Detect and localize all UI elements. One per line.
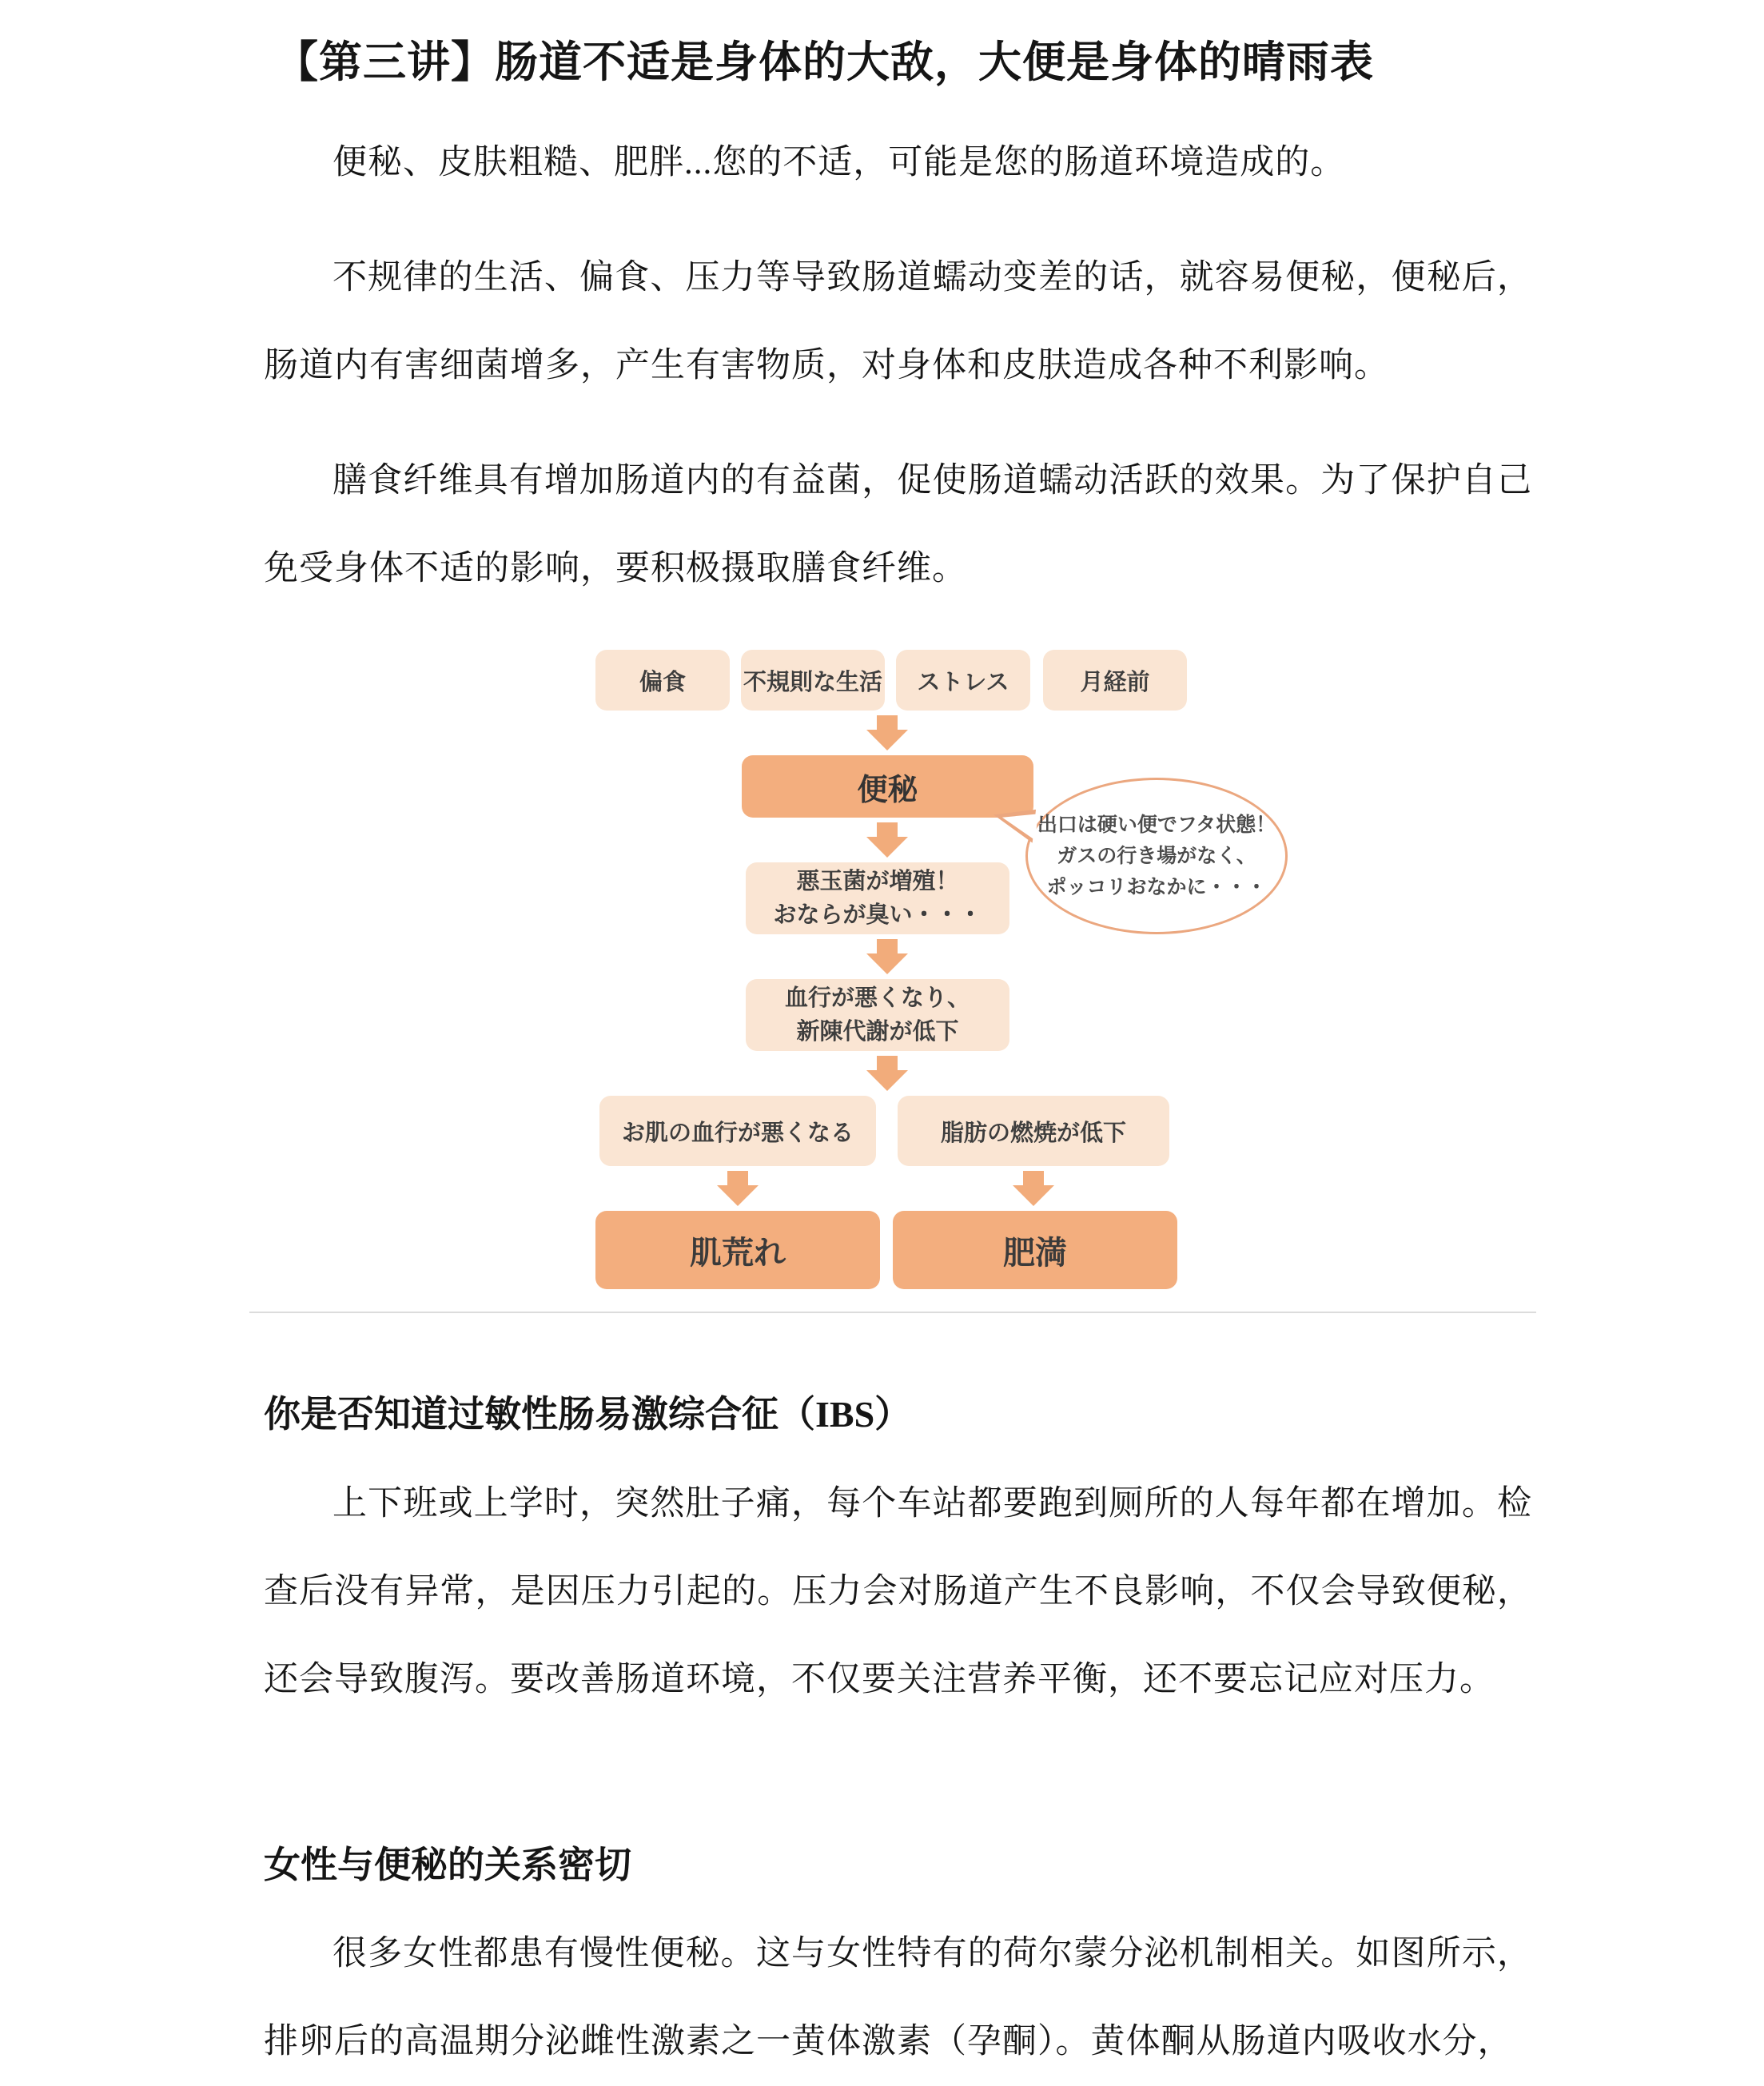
speech-bubble	[1025, 778, 1288, 934]
women-paragraph: 很多女性都患有慢性便秘。这与女性特有的荷尔蒙分泌机制相关。如图所示，排卵后的高温期分泌雌性激素之一黄体激素（孕酮）。黄体酮从肠道内吸收水分，	[264, 1935, 1532, 2061]
arrow-head	[866, 953, 908, 974]
down-arrow-icon	[866, 715, 908, 750]
ibs-section-heading: 你是否知道过敏性肠易激综合征（IBS）	[264, 1394, 912, 1435]
page-title: 【第三讲】肠道不适是身体的大敌，大便是身体的晴雨表	[275, 38, 1374, 86]
poor-circulation-box	[746, 979, 1009, 1051]
bubble-line: ガスの行き場がなく、	[1057, 844, 1256, 867]
branch-label: お肌の血行が悪くなる	[621, 1120, 854, 1146]
arrow-stem	[1023, 1171, 1044, 1185]
constipation-label: 便秘	[857, 773, 918, 807]
step-line: 血行が悪くなり、	[784, 985, 970, 1012]
section-divider	[249, 1312, 1536, 1313]
arrow-head	[717, 1185, 759, 1206]
bubble-line: ポッコリおなかに・・・	[1046, 875, 1267, 898]
arrow-stem	[877, 715, 898, 730]
arrow-head	[866, 837, 908, 858]
cause-label: 月経前	[1080, 669, 1150, 695]
bubble-line: 出口は硬い便でフタ状態！	[1037, 814, 1276, 837]
bad-bacteria-box	[746, 862, 1009, 934]
constipation-box	[742, 755, 1033, 818]
arrow-head	[866, 730, 908, 750]
cause-box-unbalanced-diet	[595, 650, 730, 711]
down-arrow-icon	[866, 939, 908, 974]
down-arrow-icon	[717, 1171, 759, 1206]
cause-label: ストレス	[917, 669, 1009, 695]
step-line: おならが臭い・・・	[773, 902, 982, 929]
down-arrow-icon	[866, 1056, 908, 1091]
cause-box-irregular-life	[741, 650, 885, 711]
arrow-stem	[727, 1171, 748, 1185]
ibs-paragraph: 上下班或上学时，突然肚子痛，每个车站都要跑到厕所的人每年都在增加。检查后没有异常，是因压力引起的。压力会对肠道产生不良影响，不仅会导致便秘，还会导致腹泻。要改善肠道环境，不仅要关注营养平衡，还不要忘记应对压力。	[264, 1484, 1532, 1698]
cause-label: 偏食	[639, 669, 686, 695]
result-label: 肌荒れ	[690, 1235, 786, 1271]
intro-paragraph-1: 便秘、皮肤粗糙、肥胖...您的不适，可能是您的肠道环境造成的。	[332, 143, 1346, 181]
step-line: 悪玉菌が増殖！	[796, 869, 959, 895]
down-arrow-icon	[1013, 1171, 1054, 1206]
branch-label: 脂肪の燃焼が低下	[940, 1120, 1126, 1146]
arrow-stem	[877, 939, 898, 953]
cause-box-premenstrual	[1043, 650, 1187, 711]
cause-box-stress	[896, 650, 1030, 711]
fat-burning-box	[898, 1096, 1169, 1166]
arrow-head	[1013, 1185, 1054, 1206]
arrow-stem	[877, 822, 898, 837]
cause-label: 不規則な生活	[743, 669, 882, 695]
obesity-box	[893, 1211, 1177, 1289]
intro-paragraph-2: 不规律的生活、偏食、压力等导致肠道蠕动变差的话，就容易便秘，便秘后，肠道内有害细菌增多，产生有害物质，对身体和皮肤造成各种不利影响。	[264, 258, 1532, 385]
result-label: 肥満	[1003, 1235, 1067, 1271]
intro-paragraph-3: 膳食纤维具有增加肠道内的有益菌，促使肠道蠕动活跃的效果。为了保护自己免受身体不适的影响，要积极摄取膳食纤维。	[264, 462, 1532, 588]
step-line: 新陳代謝が低下	[796, 1019, 959, 1045]
skin-circulation-box	[599, 1096, 876, 1166]
arrow-stem	[877, 1056, 898, 1070]
rough-skin-box	[595, 1211, 880, 1289]
arrow-head	[866, 1070, 908, 1091]
women-section-heading: 女性与便秘的关系密切	[264, 1844, 631, 1885]
down-arrow-icon	[866, 822, 908, 858]
constipation-flowchart	[595, 650, 1331, 1289]
